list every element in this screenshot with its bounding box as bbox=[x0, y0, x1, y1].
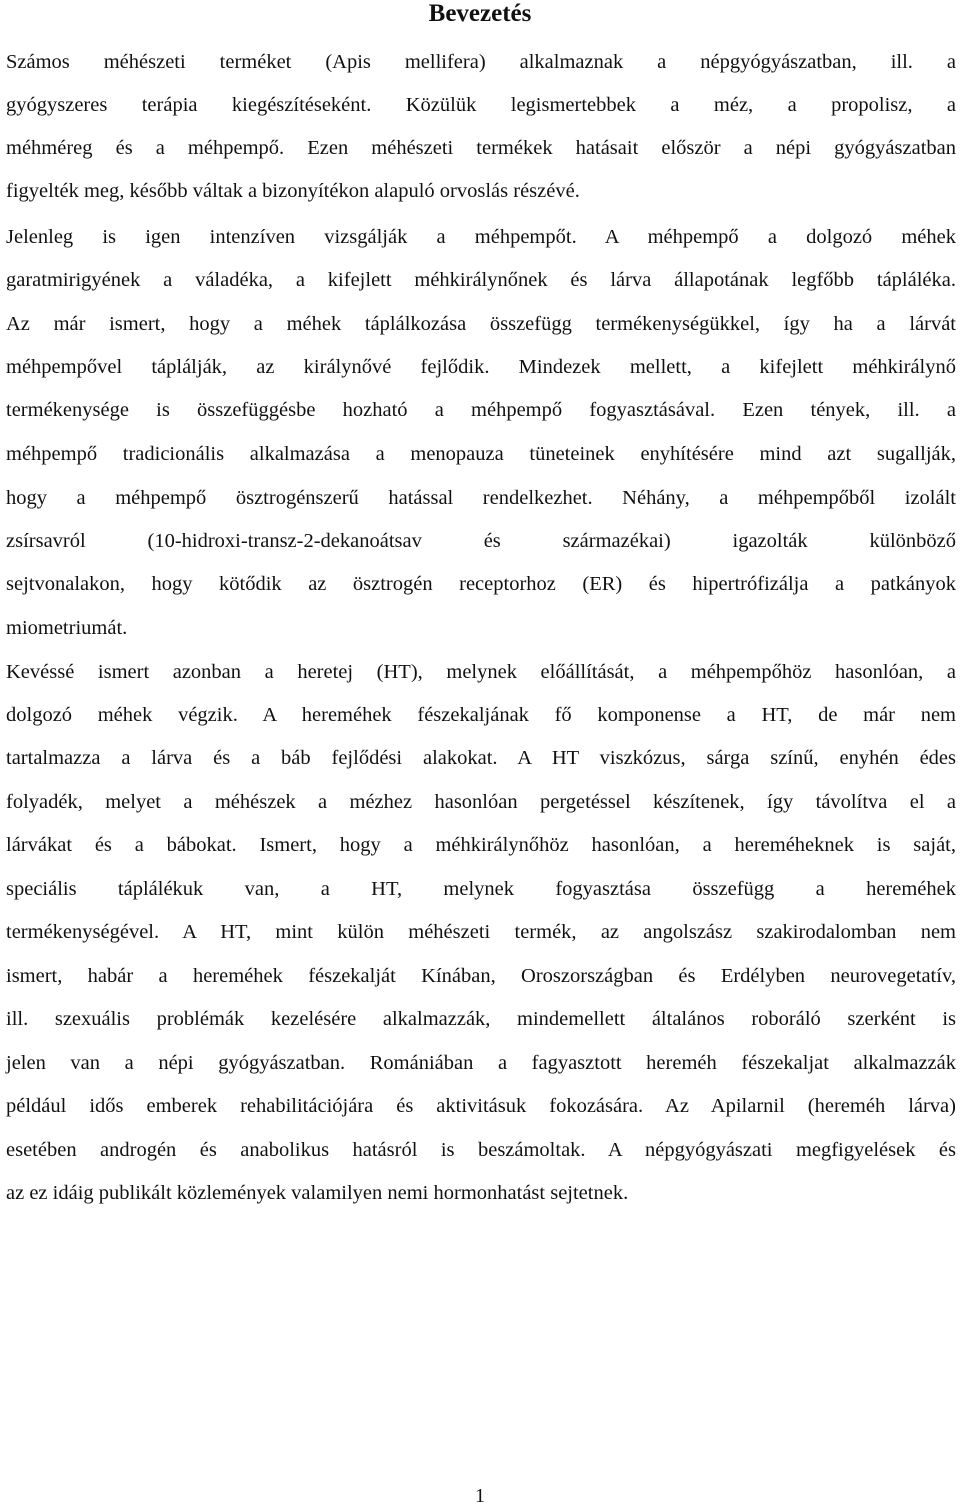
text-line: sejtvonalakon, hogy kötődik az ösztrogén receptorhoz (ER) és hipertrófizálja a patkányok bbox=[6, 573, 956, 595]
page-number: 1 bbox=[475, 1485, 485, 1507]
text-line: jelen van a népi gyógyászatban. Romániában a fagyasztott hereméh fészekaljat alkalmazzák bbox=[6, 1052, 956, 1074]
text-line: termékenysége is összefüggésbe hozható a méhpempő fogyasztásával. Ezen tények, ill. a bbox=[6, 399, 956, 421]
text-line: dolgozó méhek végzik. A hereméhek fészekaljának fő komponense a HT, de már nem bbox=[6, 704, 956, 726]
text-line: az ez idáig publikált közlemények valamilyen nemi hormonhatást sejtetnek. bbox=[6, 1182, 629, 1204]
text-line: ismert, habár a hereméhek fészekalját Kínában, Oroszországban és Erdélyben neurovegetatív, bbox=[6, 965, 956, 987]
text-line: figyelték meg, később váltak a bizonyítékon alapuló orvoslás részévé. bbox=[6, 180, 580, 202]
text-line: például idős emberek rehabilitációjára és aktivitásuk fokozására. Az Apilarnil (hereméh lárva) bbox=[6, 1095, 956, 1117]
text-line: termékenységével. A HT, mint külön méhészeti termék, az angolszász szakirodalomban nem bbox=[6, 921, 956, 943]
text-line: ill. szexuális problémák kezelésére alkalmazzák, mindemellett általános roboráló szerként is bbox=[6, 1008, 956, 1030]
text-line: Kevéssé ismert azonban a heretej (HT), melynek előállítását, a méhpempőhöz hasonlóan, a bbox=[6, 661, 956, 683]
text-line: lárvákat és a bábokat. Ismert, hogy a méhkirálynőhöz hasonlóan, a hereméheknek is saját, bbox=[6, 834, 956, 856]
text-line: tartalmazza a lárva és a báb fejlődési alakokat. A HT viszkózus, sárga színű, enyhén édes bbox=[6, 747, 956, 769]
text-line: gyógyszeres terápia kiegészítéseként. Közülük legismertebbek a méz, a propolisz, a bbox=[6, 94, 956, 116]
text-line: garatmirigyének a váladéka, a kifejlett méhkirálynőnek és lárva állapotának legfőbb tápláléka. bbox=[6, 269, 956, 291]
section-title: Bevezetés bbox=[428, 0, 532, 27]
text-line: Számos méhészeti terméket (Apis mellifera) alkalmaznak a népgyógyászatban, ill. a bbox=[6, 51, 956, 73]
text-line: speciális táplálékuk van, a HT, melynek fogyasztása összefügg a hereméhek bbox=[6, 878, 956, 900]
text-line: Az már ismert, hogy a méhek táplálkozása összefügg termékenységükkel, így ha a lárvát bbox=[6, 313, 956, 335]
text-line: méhméreg és a méhpempő. Ezen méhészeti termékek hatásait először a népi gyógyászatban bbox=[6, 137, 956, 159]
text-line: folyadék, melyet a méhészek a mézhez hasonlóan pergetéssel készítenek, így távolítva el a bbox=[6, 791, 956, 813]
text-line: méhpempővel táplálják, az királynővé fejlődik. Mindezek mellett, a kifejlett méhkirálynő bbox=[6, 356, 956, 378]
text-line: miometriumát. bbox=[6, 617, 128, 639]
text-line: hogy a méhpempő ösztrogénszerű hatással rendelkezhet. Néhány, a méhpempőből izolált bbox=[6, 487, 956, 509]
text-line: esetében androgén és anabolikus hatásról is beszámoltak. A népgyógyászati megfigyelések és bbox=[6, 1139, 956, 1161]
text-line: Jelenleg is igen intenzíven vizsgálják a méhpempőt. A méhpempő a dolgozó méhek bbox=[6, 226, 956, 248]
text-line: méhpempő tradicionális alkalmazása a menopauza tüneteinek enyhítésére mind azt sugallják, bbox=[6, 443, 956, 465]
text-line: zsírsavról (10-hidroxi-transz-2-dekanoátsav és származékai) igazolták különböző bbox=[6, 530, 956, 552]
